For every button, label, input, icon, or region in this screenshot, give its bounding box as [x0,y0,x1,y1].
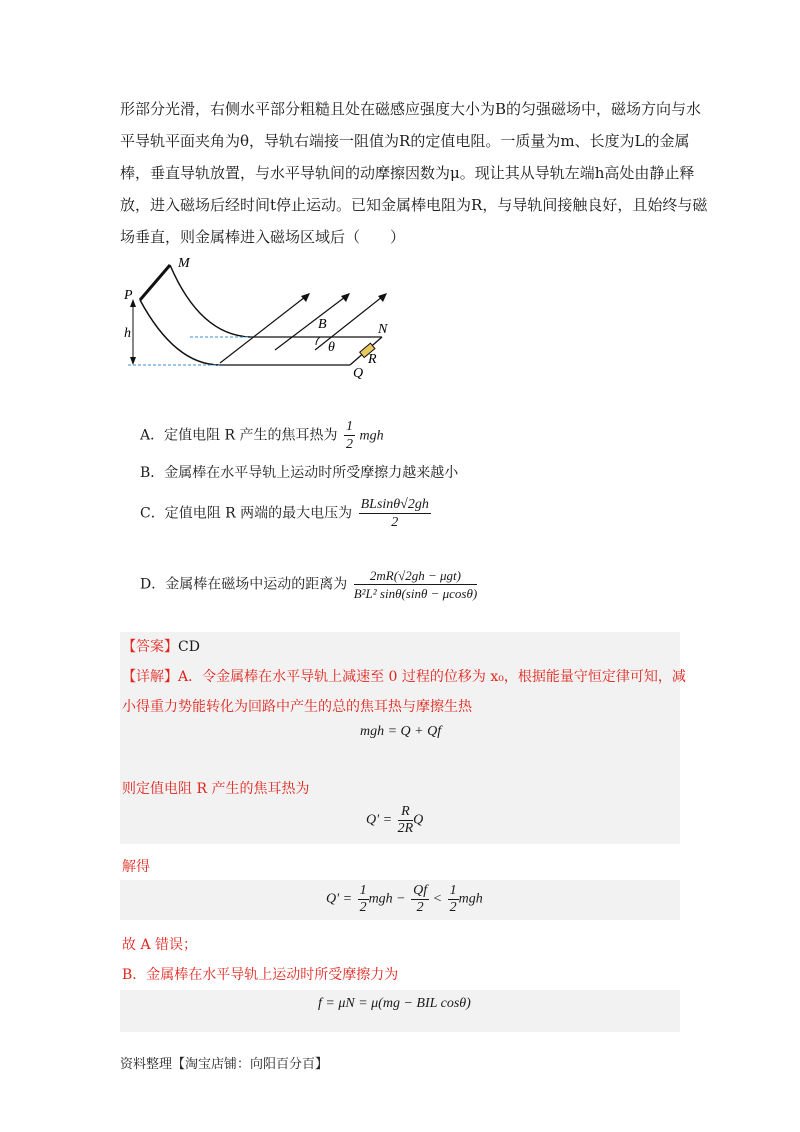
label-Q: Q [353,366,364,380]
detail-text: 解得 [122,859,150,875]
option-c: C．定值电阻 R 两端的最大电压为 $\frac{BLsin\theta√2gh}{2}$ [140,497,429,530]
equation-solution: Q' = $\frac{1}{2}$ mgh − $\frac{Qf}{2}$ < $\frac{1}{2}$ mgh [326,883,483,915]
field-arrow [220,297,305,363]
problem-text [120,93,708,253]
footer: 资料整理【淘宝店铺：向阳百分百】 [120,1057,329,1072]
problem-line: 棒，垂直导轨放置，与水平导轨间的动摩擦因数为μ。现让其从导轨左端h高处由静止释 [120,164,695,182]
detail-text: 故 A 错误； [122,937,198,953]
label-h: h [124,326,131,341]
option-b: B．金属棒在水平导轨上运动时所受摩擦力越来越小 [140,465,459,481]
detail-text: 则定值电阻 R 产生的焦耳热为 [122,781,310,797]
label-R: R [368,352,377,367]
equation-energy: mgh = Q + Qf [360,724,442,739]
label-P: P [124,288,133,303]
curved-rail-back [170,265,250,337]
label-theta: θ [328,340,335,355]
problem-line: 形部分光滑，右侧水平部分粗糙且处在磁感应强度大小为B的匀强磁场中，磁场方向与水 [120,100,702,118]
answer-line: 【答案】CD [122,639,200,655]
label-M: M [178,256,190,271]
equation-heat-r: Q' = $\frac{R}{2R}$ Q [366,804,424,836]
option-d: D．金属棒在磁场中运动的距离为 $\frac{\text{2mR(√2gh − μgt)}}{\text{B²L² sinθ(sinθ − μcosθ)}}$ [140,568,478,601]
label-B: B [318,317,327,332]
label-N: N [378,322,388,337]
option-a: A．定值电阻 R 产生的焦耳热为 $\frac{1}{2}$ mgh [140,419,384,452]
detail-line: 【详解】A．令金属棒在水平导轨上减速至 0 过程的位移为 x₀，根据能量守恒定律可知，减 [122,669,686,685]
detail-text: B．金属棒在水平导轨上运动时所受摩擦力为 [122,967,399,983]
curved-rail-front [140,300,220,365]
detail-line: 小得重力势能转化为回路中产生的总的焦耳热与摩擦生热 [122,699,472,715]
problem-line: 场垂直，则金属棒进入磁场区域后（ ） [120,228,406,246]
problem-line: 平导轨平面夹角为θ，导轨右端接一阻值为R的定值电阻。一质量为m、长度为L的金属 [120,132,690,150]
problem-line: 放，进入磁场后经时间t停止运动。已知金属棒电阻为R，与导轨间接触良好，且始终与磁 [120,196,708,214]
metal-rod [140,265,170,300]
rail-diagram [120,255,400,380]
equation-friction: f = μN = μ(mg − BIL cosθ) [318,996,471,1011]
